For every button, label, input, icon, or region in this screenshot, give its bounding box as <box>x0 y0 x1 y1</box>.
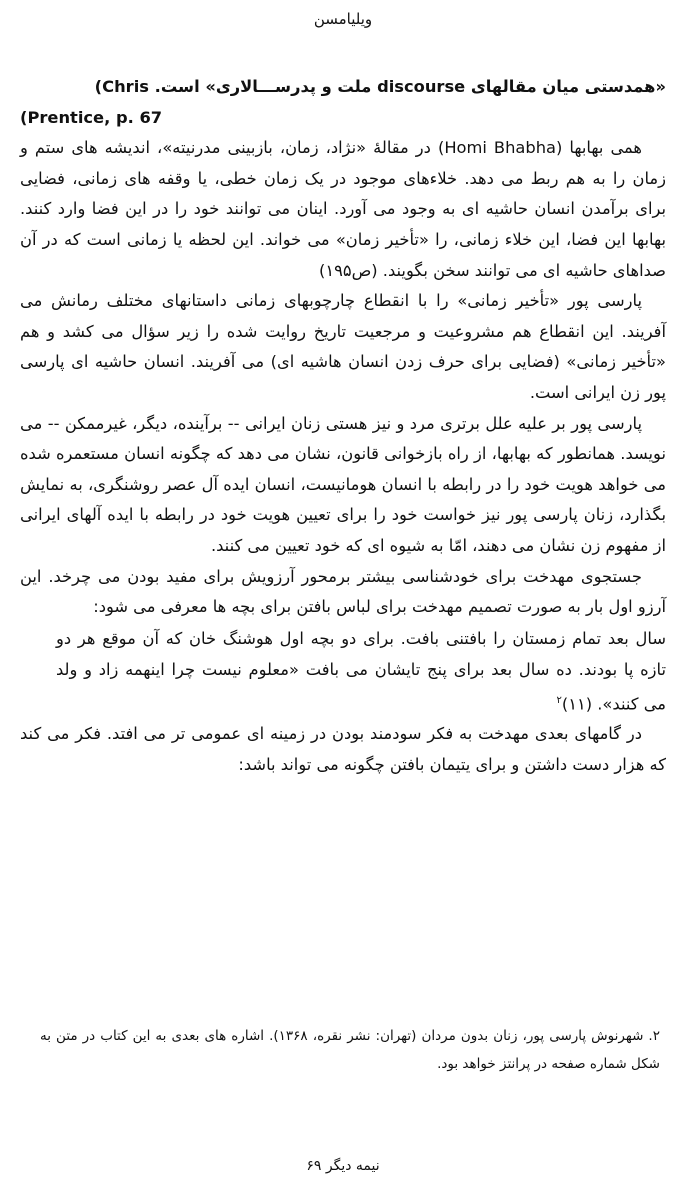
paragraph-3: پارسی پور «تأخیر زمانی» را با انقطاع چارچوبهای زمانی داستانهای مختلف رمانش می آفریند. این انقطاع هم مشروعیت و مرجعیت تاریخ روایت شده را زیر سؤال می کشد و هم «تأخیر زمانی» (فضایی برای حرف زدن انسان هاشیه ای) می آفریند. انسان حاشیه ای پارسی پور زن ایرانی است. <box>20 291 666 402</box>
running-title: ویلیامسن <box>313 10 373 28</box>
paragraph-1-line-1: «همدستی میان مقالهای discourse ملت و پدرســـالاری» است. Chris) <box>94 77 666 96</box>
footnote-mark: ۲ <box>556 694 562 706</box>
block-quote <box>56 623 666 719</box>
paragraph-1 <box>20 72 666 133</box>
body-text <box>20 72 666 780</box>
page-footer: نیمه دیگر ۶۹ <box>306 1158 380 1174</box>
paragraph-2: همی بهابها (Homi Bhabha) در مقالهٔ «نژاد، زمان، بازبینی مدرنیته»، اندیشه های ستم و زمان را به هم ربط می دهد. خلاءهای موجود در یک زمان خطی، یا وقفه های زمانی، فضایی برای برآمدن انسان حاشیه ای به وجود می آورد. اینان می توانند خود را در این فضا وارد کنند. بهابها این فضا، این خلاء زمانی، را «تأخیر زمان» می خواند. این لحظه یا زمانی است که در آن صداهای حاشیه ای می توانند سخن بگویند. (ص۱۹۵) <box>20 138 666 280</box>
paragraph-1-citation: (Prentice, p. 67 <box>20 107 163 127</box>
paragraph-4: پارسی پور بر علیه علل برتری مرد و نیز هستی زنان ایرانی -- برآینده، دیگر، غیرممکن -- می نویسد. همانطور که بهابها، از راه بازخوانی قانون، نشان می دهد که چگونه انسان مستعمره شده می خواهد هویت خود را در رابطه با انسان هومانیست، انسان ایده آل عصر روشنگری، به نمایش بگذارد، زنان پارسی پور نیز خواست خود را برای تعیین هویت خود در رابطه با ایده آلهای ایرانی از مفهوم زن نشان می دهند، امّا به شیوه ای که خود تعیین می کنند. <box>20 413 666 555</box>
paragraph-5: جستجوی مهدخت برای خودشناسی بیشتر برمحور آرزویش برای مفید بودن می چرخد. این آرزو اول بار به صورت تصمیم مهدخت برای لباس بافتن برای بچه ها معرفی می شود: <box>20 566 666 617</box>
paragraph-6: در گامهای بعدی مهدخت به فکر سودمند بودن در زمینه ای عمومی تر می افتد. فکر می کند که هزار دست داشتن و برای یتیمان بافتن چگونه می تواند باشد: <box>20 724 666 774</box>
block-quote-text: سال بعد تمام زمستان را بافتنی بافت. برای دو بچه اول هوشنگ خان که آن موقع هر دو تازه پا بودند. ده سال بعد برای پنج تایشان می بافت «معلوم نیست چرا اینهمه زاد و ولد می کنند». (۱۱) <box>56 628 666 714</box>
footnote: ۲. شهرنوش پارسی پور، زنان بدون مردان (تهران: نشر نقره، ۱۳۶۸). اشاره های بعدی به این کتاب در متن به شکل شماره صفحه در پرانتز خواهد بود. <box>40 1028 660 1072</box>
